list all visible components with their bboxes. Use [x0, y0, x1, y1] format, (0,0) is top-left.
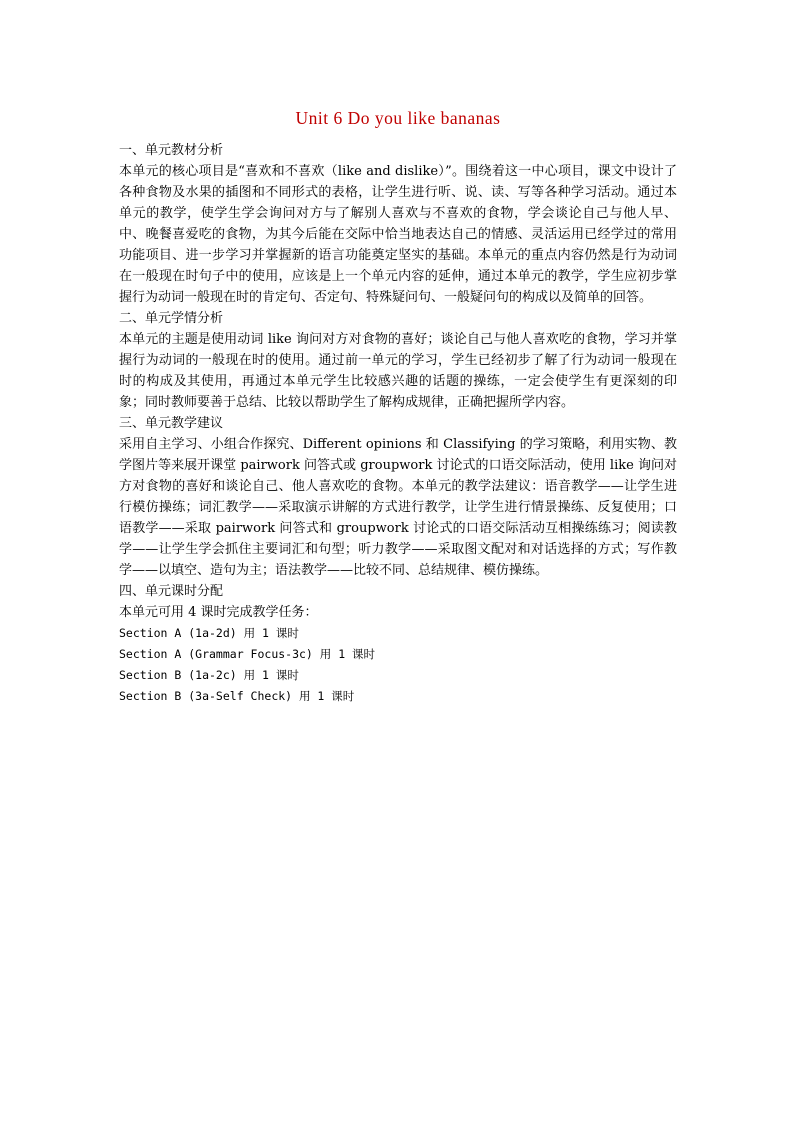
section-paragraph: 本单元可用 4 课时完成教学任务：: [119, 605, 318, 620]
section-student-analysis: [119, 308, 677, 413]
section-paragraph: 采用自主学习、小组合作探究、Different opinions 和 Classifying 的学习策略，利用实物、教学图片等来展开课堂 pairwork 问答式或 groupwork 讨论式的口语交际活动，使用 like 询问对方对食物的喜好和谈论自己、他人喜欢吃的食物。本单元的教学法建议：语音教学——让学生进行模仿操练；词汇教学——采取演示讲解的方式进行教学，让学生进行情景操练、反复使用；口语教学——采取 pairwork 问答式和 groupwork 讨论式的口语交际活动互相操练练习；阅读教学——让学生学会抓住主要词汇和句型；听力教学——采取图文配对和对话选择的方式；写作教学——以填空、造句为主；语法教学——比较不同、总结规律、模仿操练。: [119, 437, 677, 578]
section-lesson-allocation: [119, 581, 677, 707]
section-paragraph: 本单元的主题是使用动词 like 询问对方对食物的喜好；谈论自己与他人喜欢吃的食物，学习并掌握行为动词的一般现在时的使用。通过前一单元的学习，学生已经初步了解了行为动词一般现在时的构成及其使用，再通过本单元学生比较感兴趣的话题的操练，一定会使学生有更深刻的印象；同时教师要善于总结、比较以帮助学生了解构成规律，正确把握所学内容。: [119, 332, 677, 410]
section-heading: 三、单元教学建议: [119, 416, 224, 431]
section-heading: 四、单元课时分配: [119, 584, 224, 599]
schedule-item: Section B (3a-Self Check) 用 1 课时: [119, 689, 355, 703]
section-paragraph: 本单元的核心项目是“喜欢和不喜欢（like and dislike）”。围绕着这一中心项目，课文中设计了各种食物及水果的插图和不同形式的表格，让学生进行听、说、读、写等各种学习活动。通过本单元的教学，使学生学会询问对方与了解别人喜欢与不喜欢的食物，学会谈论自己与他人早、中、晚餐喜爱吃的食物，为其今后能在交际中恰当地表达自己的情感、灵活运用已经学过的常用功能项目、进一步学习并掌握新的语言功能奠定坚实的基础。本单元的重点内容仍然是行为动词在一般现在时句子中的使用，应该是上一个单元内容的延伸，通过本单元的教学，学生应初步掌握行为动词一般现在时的肯定句、否定句、特殊疑问句、一般疑问句的构成以及简单的回答。: [119, 164, 677, 305]
document-title: Unit 6 Do you like bananas: [295, 108, 501, 128]
schedule-item: Section B (1a-2c) 用 1 课时: [119, 668, 299, 682]
section-heading: 一、单元教材分析: [119, 143, 224, 158]
lesson-schedule-list: [119, 623, 677, 707]
schedule-item: Section A (Grammar Focus-3c) 用 1 课时: [119, 647, 376, 661]
section-textbook-analysis: [119, 140, 677, 308]
section-heading: 二、单元学情分析: [119, 311, 224, 326]
schedule-item: Section A (1a-2d) 用 1 课时: [119, 626, 299, 640]
document-page: [119, 106, 677, 707]
section-teaching-suggestions: [119, 413, 677, 581]
